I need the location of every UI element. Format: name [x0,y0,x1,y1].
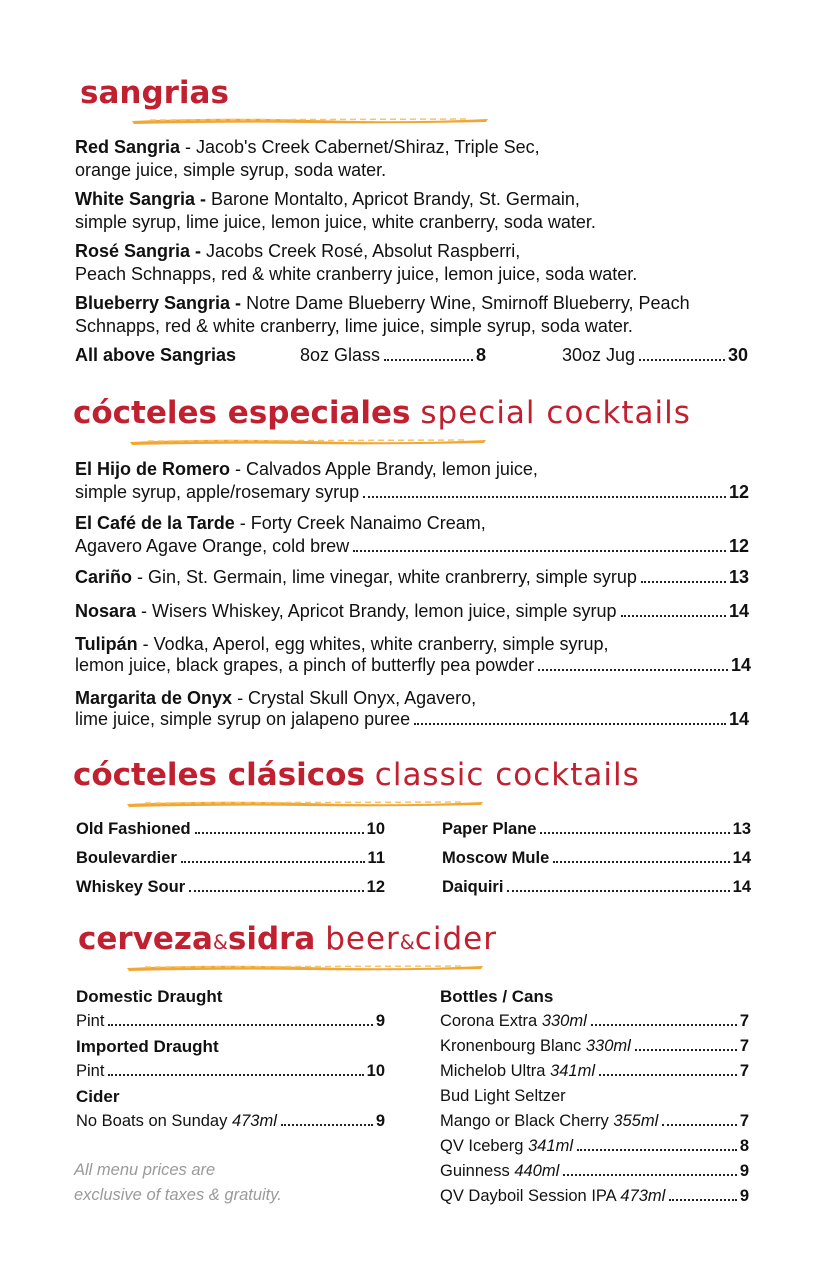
item-price: 11 [367,849,385,867]
item-price: 14 [732,878,751,896]
cocktail-row-hijo-de-romero [75,481,749,504]
bottle-row-guinness [440,1160,749,1183]
ampersand: & [399,931,415,954]
item-desc: - Gin, St. Germain, lime vinegar, white cranbrerry, simple syrup [132,567,637,587]
dot-leader [281,1124,373,1126]
glass-label: 8oz Glass [300,345,381,365]
item-name: Paper Plane [442,820,537,838]
seltzer-heading: Bud Light Seltzer [440,1087,566,1105]
clasicos-title-en: classic cocktails [374,757,640,793]
item-size: 473ml [231,1112,277,1130]
item-name: Margarita de Onyx [75,688,233,708]
item-desc: simple syrup, apple/rosemary syrup [75,482,360,502]
item-name: Tulipán [75,634,138,654]
dot-leader [414,723,726,725]
dot-leader [189,890,364,892]
item-price: 7 [739,1037,749,1055]
item-size: 440ml [514,1162,560,1180]
imported-heading: Imported Draught [76,1037,219,1056]
item-name: QV Dayboil Session IPA [440,1187,616,1205]
jug-label: 30oz Jug [562,345,636,365]
item-name: Rosé Sangria - [75,241,202,261]
dot-leader [577,1149,737,1151]
classic-row-daiquiri [442,876,751,899]
sangria-glass-row [300,344,486,367]
item-name: White Sangria - [75,189,207,209]
item-desc: Peach Schnapps, red & white cranberry juice, lemon juice, soda water. [75,264,638,284]
cocktail-item-hijo-de-romero [75,458,749,481]
item-desc: Barone Montalto, Apricot Brandy, St. Germain, [206,189,580,209]
item-desc: Jacobs Creek Rosé, Absolut Raspberri, [201,241,521,261]
classic-row-moscow-mule [442,847,751,870]
dot-leader [195,832,364,834]
item-desc: - Vodka, Aperol, egg whites, white cranberry, simple syrup, [137,634,609,654]
item-size: 330ml [541,1012,587,1030]
item-desc: orange juice, simple syrup, soda water. [75,160,387,180]
item-price: 9 [739,1187,749,1205]
item-desc: - Forty Creek Nanaimo Cream, [234,513,486,533]
dot-leader [538,669,728,671]
item-size: 341ml [550,1062,596,1080]
classic-row-old-fashioned [76,818,385,841]
dot-leader [641,581,726,583]
cider-heading: Cider [76,1087,120,1106]
cocktail-row-nosara [75,600,749,623]
item-price: 9 [375,1012,385,1030]
bottle-row-mango [440,1110,749,1133]
dot-leader [635,1049,737,1051]
item-name: Mango or Black Cherry [440,1112,609,1130]
dot-leader [384,359,473,361]
sidra-title-es: sidra [227,921,316,957]
dot-leader [662,1124,737,1126]
item-name: Blueberry Sangria - [75,293,242,313]
brush-stroke-divider [130,116,490,124]
classic-row-paper-plane [442,818,751,841]
item-name: No Boats on Sunday [76,1112,228,1130]
bottles-heading: Bottles / Cans [440,987,554,1006]
sangrias-heading [80,75,229,111]
item-price: 14 [730,655,751,675]
item-size: 473ml [620,1187,666,1205]
glass-price: 8 [475,345,486,365]
item-price: 12 [728,536,749,556]
cocktail-item-cafe-de-la-tarde [75,512,486,535]
item-desc: - Jacob's Creek Cabernet/Shiraz, Triple Sec, [180,137,540,157]
sangria-item-white [75,188,596,234]
item-price: 12 [366,878,385,896]
clasicos-heading [73,757,640,793]
dot-leader [108,1024,372,1026]
dot-leader [553,861,729,863]
item-price: 9 [375,1112,385,1130]
item-name: Guinness [440,1162,510,1180]
dot-leader [353,550,726,552]
sangria-item-red [75,136,540,182]
brush-stroke-divider [125,799,485,807]
dot-leader [621,615,726,617]
item-desc: Agavero Agave Orange, cold brew [75,536,350,556]
item-desc: lemon juice, black grapes, a pinch of butterfly pea powder [75,655,535,675]
cider-row [76,1110,385,1133]
item-name: Boulevardier [76,849,177,867]
item-name: Old Fashioned [76,820,191,838]
item-name: QV Iceberg [440,1137,524,1155]
cocktail-row-cafe-de-la-tarde [75,535,749,558]
cocktail-item-margarita-de-onyx [75,687,476,710]
item-price: 13 [732,820,751,838]
dot-leader [669,1199,736,1201]
bottle-row-corona [440,1010,749,1033]
item-desc: Notre Dame Blueberry Wine, Smirnoff Blueberry, Peach [241,293,690,313]
domestic-heading: Domestic Draught [76,987,223,1006]
pint-label: Pint [76,1012,105,1030]
dot-leader [108,1074,363,1076]
item-name: Red Sangria [75,137,181,157]
item-name: Cariño [75,567,133,587]
item-price: 7 [739,1112,749,1130]
item-price: 14 [728,709,749,729]
item-price: 7 [739,1062,749,1080]
bottle-row-qv-iceberg [440,1135,749,1158]
especiales-title-en: special cocktails [420,395,691,431]
classic-row-boulevardier [76,847,385,870]
especiales-heading [73,395,691,431]
sangria-all-label [75,344,236,367]
item-price: 10 [366,820,385,838]
bottle-row-kronenbourg [440,1035,749,1058]
item-desc: lime juice, simple syrup on jalapeno puree [75,709,411,729]
all-sangrias-label: All above Sangrias [75,345,237,365]
tax-note [74,1158,282,1208]
bottle-row-michelob [440,1060,749,1083]
tax-note-line: All menu prices are [74,1161,216,1179]
cider-title-en: cider [414,921,497,957]
item-price: 10 [366,1062,385,1080]
cocktail-row-carino [75,566,749,589]
item-price: 7 [739,1012,749,1030]
sangria-jug-row [562,344,748,367]
dot-leader [181,861,365,863]
pint-label: Pint [76,1062,105,1080]
item-price: 14 [728,601,749,621]
dot-leader [363,496,726,498]
item-name: Kronenbourg Blanc [440,1037,582,1055]
dot-leader [599,1074,737,1076]
dot-leader [563,1174,737,1176]
cocktail-row-margarita-de-onyx [75,708,749,731]
item-name: Corona Extra [440,1012,538,1030]
cocktail-row-tulipan [75,654,751,677]
item-name: El Hijo de Romero [75,459,231,479]
tax-note-line: exclusive of taxes & gratuity. [74,1186,282,1204]
item-desc: simple syrup, lime juice, lemon juice, white cranberry, soda water. [75,212,596,232]
classic-row-whiskey-sour [76,876,385,899]
item-name: Moscow Mule [442,849,550,867]
item-name: Michelob Ultra [440,1062,546,1080]
cerveza-heading [78,921,497,957]
item-name: Whiskey Sour [76,878,186,896]
bottle-row-qv-dayboil [440,1185,749,1208]
domestic-pint-row [76,1010,385,1033]
item-price: 8 [739,1137,749,1155]
especiales-title-es: cócteles especiales [73,395,411,431]
item-size: 341ml [528,1137,574,1155]
item-desc: - Wisers Whiskey, Apricot Brandy, lemon juice, simple syrup [136,601,617,621]
sangrias-title: sangrias [80,75,229,111]
dot-leader [540,832,729,834]
sangria-item-rose [75,240,637,286]
item-price: 12 [728,482,749,502]
brush-stroke-divider [128,437,488,445]
clasicos-title-es: cócteles clásicos [73,757,365,793]
beer-title-en: beer [325,921,400,957]
cerveza-title-es: cerveza [78,921,213,957]
item-size: 330ml [585,1037,631,1055]
item-desc: Schnapps, red & white cranberry, lime juice, simple syrup, soda water. [75,316,633,336]
cocktail-item-tulipan [75,633,609,656]
item-name: Nosara [75,601,137,621]
item-price: 9 [739,1162,749,1180]
item-desc: - Calvados Apple Brandy, lemon juice, [230,459,538,479]
dot-leader [507,890,729,892]
dot-leader [591,1024,737,1026]
item-size: 355ml [613,1112,659,1130]
sangria-item-blueberry [75,292,690,338]
dot-leader [639,359,725,361]
item-name: El Café de la Tarde [75,513,235,533]
imported-pint-row [76,1060,385,1083]
item-price: 14 [732,849,751,867]
item-desc: - Crystal Skull Onyx, Agavero, [232,688,477,708]
jug-price: 30 [727,345,748,365]
brush-stroke-divider [125,963,485,971]
item-name: Daiquiri [442,878,504,896]
ampersand: & [212,931,228,954]
item-price: 13 [728,567,749,587]
